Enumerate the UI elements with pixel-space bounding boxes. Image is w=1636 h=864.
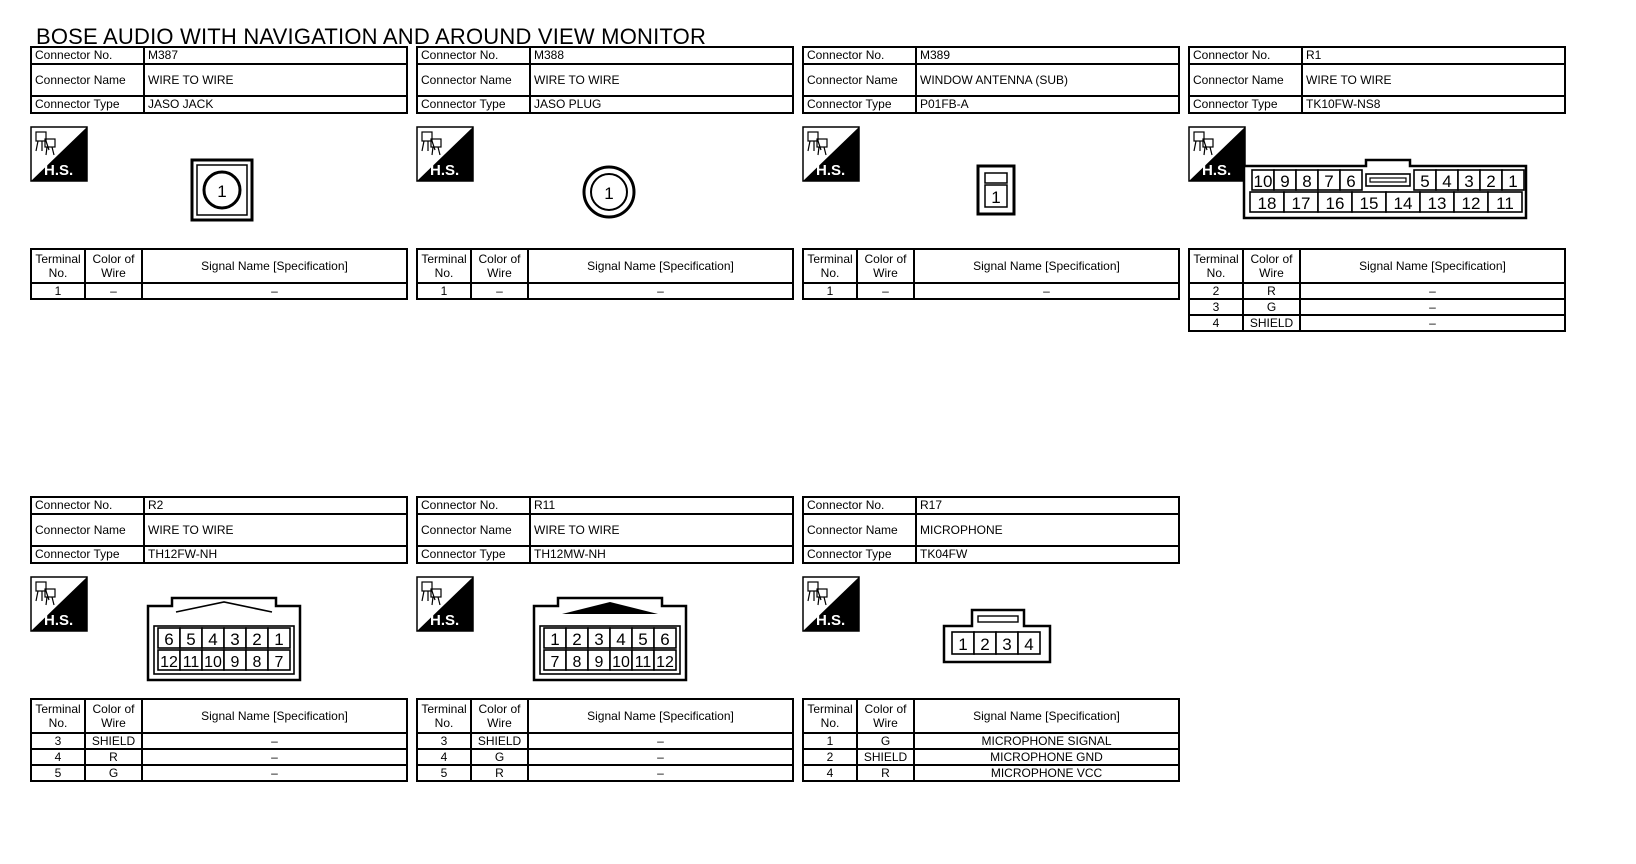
connector-name-value: WINDOW ANTENNA (SUB) xyxy=(916,64,1179,96)
connector-no-value: R1 xyxy=(1302,47,1565,64)
table-row xyxy=(1189,315,1565,331)
connector-name-label: Connector Name xyxy=(31,514,144,546)
table-row xyxy=(417,749,793,765)
connector-panel xyxy=(30,496,408,780)
terminal-table xyxy=(802,698,1180,782)
wire-color-cell: SHIELD xyxy=(857,749,914,765)
harness-side-icon xyxy=(1188,126,1246,182)
connector-panel xyxy=(802,46,1180,298)
signal-name-cell: – xyxy=(142,765,407,781)
connector-name-label: Connector Name xyxy=(417,514,530,546)
connector-panel xyxy=(30,46,408,298)
connector-type-label: Connector Type xyxy=(417,96,530,113)
connector-type-value: P01FB-A xyxy=(916,96,1179,113)
connector-type-value: TH12MW-NH xyxy=(530,546,793,563)
connector-no-label: Connector No. xyxy=(1189,47,1302,64)
pin-number: 1 xyxy=(1508,172,1518,191)
terminal-no-cell: 4 xyxy=(1189,315,1243,331)
signal-name-header: Signal Name [Specification] xyxy=(914,249,1179,283)
svg-text:H.S.: H.S. xyxy=(1202,162,1232,179)
pin-number: 6 xyxy=(660,630,670,649)
connector-face-diagram xyxy=(146,596,304,689)
connector-info-table xyxy=(416,46,794,114)
pin-number: 7 xyxy=(274,654,284,671)
signal-name-cell: – xyxy=(528,765,793,781)
pin-number: 1 xyxy=(991,188,1001,207)
table-row xyxy=(803,283,1179,299)
svg-text:H.S.: H.S. xyxy=(430,612,460,629)
pin-number: 9 xyxy=(230,654,240,671)
pin-number: 17 xyxy=(1291,194,1311,213)
pin-number: 14 xyxy=(1393,194,1413,213)
pin-number: 15 xyxy=(1359,194,1379,213)
pin-number: 3 xyxy=(1464,172,1474,191)
pin-number: 6 xyxy=(1346,172,1356,191)
wire-color-cell: R xyxy=(471,765,528,781)
connector-info-table xyxy=(802,46,1180,114)
svg-text:H.S.: H.S. xyxy=(44,612,74,629)
table-row xyxy=(417,765,793,781)
pin-number: 11 xyxy=(634,654,652,671)
table-row xyxy=(31,733,407,749)
pin-number: 3 xyxy=(594,630,604,649)
connector-panel xyxy=(802,496,1180,780)
connector-type-label: Connector Type xyxy=(31,546,144,563)
pin-number: 6 xyxy=(164,630,174,649)
pin-number: 2 xyxy=(252,630,262,649)
connector-no-value: R17 xyxy=(916,497,1179,514)
connector-no-label: Connector No. xyxy=(31,497,144,514)
terminal-no-cell: 4 xyxy=(31,749,85,765)
connector-name-value: WIRE TO WIRE xyxy=(530,514,793,546)
color-of-wire-header: Color of Wire xyxy=(1243,249,1300,283)
terminal-no-header: Terminal No. xyxy=(417,249,471,283)
color-of-wire-header: Color of Wire xyxy=(471,249,528,283)
signal-name-header: Signal Name [Specification] xyxy=(914,699,1179,733)
pin-number: 1 xyxy=(604,184,614,203)
terminal-no-header: Terminal No. xyxy=(417,699,471,733)
connector-type-value: JASO JACK xyxy=(144,96,407,113)
connector-info-table xyxy=(30,496,408,564)
terminal-table xyxy=(416,698,794,782)
pin-number: 2 xyxy=(1486,172,1496,191)
terminal-table xyxy=(1188,248,1566,332)
wire-color-cell: SHIELD xyxy=(85,733,142,749)
terminal-no-cell: 1 xyxy=(417,283,471,299)
pin-number: 1 xyxy=(274,630,284,649)
connector-type-label: Connector Type xyxy=(417,546,530,563)
pin-number: 10 xyxy=(204,654,222,671)
table-row xyxy=(803,733,1179,749)
svg-text:H.S.: H.S. xyxy=(430,162,460,179)
terminal-no-cell: 5 xyxy=(31,765,85,781)
signal-name-cell: – xyxy=(528,283,793,299)
terminal-no-cell: 3 xyxy=(417,733,471,749)
connector-no-value: M389 xyxy=(916,47,1179,64)
color-of-wire-header: Color of Wire xyxy=(857,249,914,283)
terminal-no-header: Terminal No. xyxy=(803,249,857,283)
connector-type-value: JASO PLUG xyxy=(530,96,793,113)
color-of-wire-header: Color of Wire xyxy=(857,699,914,733)
signal-name-cell: – xyxy=(1300,283,1565,299)
connector-type-label: Connector Type xyxy=(803,96,916,113)
connector-type-value: TH12FW-NH xyxy=(144,546,407,563)
pin-number: 4 xyxy=(616,630,626,649)
terminal-no-cell: 1 xyxy=(803,283,857,299)
terminal-no-cell: 4 xyxy=(803,765,857,781)
pin-number: 8 xyxy=(252,654,262,671)
connector-no-value: M387 xyxy=(144,47,407,64)
connector-info-table xyxy=(416,496,794,564)
signal-name-header: Signal Name [Specification] xyxy=(1300,249,1565,283)
pin-number: 12 xyxy=(1461,194,1481,213)
signal-name-cell: MICROPHONE VCC xyxy=(914,765,1179,781)
connector-type-label: Connector Type xyxy=(803,546,916,563)
signal-name-cell: – xyxy=(142,283,407,299)
wire-color-cell: G xyxy=(1243,299,1300,315)
terminal-no-header: Terminal No. xyxy=(1189,249,1243,283)
terminal-no-cell: 3 xyxy=(31,733,85,749)
pin-number: 5 xyxy=(1420,172,1430,191)
terminal-no-cell: 1 xyxy=(803,733,857,749)
color-of-wire-header: Color of Wire xyxy=(471,699,528,733)
connector-type-label: Connector Type xyxy=(31,96,144,113)
connector-name-label: Connector Name xyxy=(1189,64,1302,96)
signal-name-cell: – xyxy=(142,733,407,749)
terminal-no-header: Terminal No. xyxy=(31,699,85,733)
table-row xyxy=(803,765,1179,781)
connector-panel xyxy=(416,496,794,780)
pin-number: 9 xyxy=(1280,172,1290,191)
pin-number: 11 xyxy=(182,654,200,671)
signal-name-cell: – xyxy=(142,749,407,765)
table-row xyxy=(803,749,1179,765)
harness-side-icon xyxy=(30,126,88,182)
signal-name-header: Signal Name [Specification] xyxy=(528,699,793,733)
pin-number: 8 xyxy=(572,654,582,671)
connector-name-label: Connector Name xyxy=(803,64,916,96)
signal-name-cell: – xyxy=(914,283,1179,299)
color-of-wire-header: Color of Wire xyxy=(85,699,142,733)
wire-color-cell: SHIELD xyxy=(1243,315,1300,331)
pin-number: 5 xyxy=(186,630,196,649)
pin-number: 11 xyxy=(1496,194,1514,213)
pin-number: 4 xyxy=(1024,635,1034,654)
signal-name-header: Signal Name [Specification] xyxy=(142,249,407,283)
connector-panel xyxy=(416,46,794,298)
pin-number: 5 xyxy=(638,630,648,649)
pin-number: 12 xyxy=(160,654,178,671)
pin-number: 1 xyxy=(958,635,968,654)
terminal-no-cell: 3 xyxy=(1189,299,1243,315)
page-title: BOSE AUDIO WITH NAVIGATION AND AROUND VIEW MONITOR xyxy=(36,24,707,49)
terminal-no-cell: 4 xyxy=(417,749,471,765)
wire-color-cell: G xyxy=(471,749,528,765)
terminal-no-header: Terminal No. xyxy=(803,699,857,733)
connector-name-value: WIRE TO WIRE xyxy=(1302,64,1565,96)
connector-type-value: TK04FW xyxy=(916,546,1179,563)
connector-info-table xyxy=(802,496,1180,564)
harness-side-icon xyxy=(416,576,474,632)
pin-number: 10 xyxy=(612,654,630,671)
pin-number: 7 xyxy=(1324,172,1334,191)
pin-number: 3 xyxy=(1002,635,1012,654)
signal-name-cell: – xyxy=(528,733,793,749)
table-row xyxy=(31,765,407,781)
table-row xyxy=(31,283,407,299)
table-row xyxy=(1189,283,1565,299)
terminal-table xyxy=(30,248,408,300)
connector-face-diagram xyxy=(532,596,690,689)
connector-name-value: WIRE TO WIRE xyxy=(144,64,407,96)
table-row xyxy=(1189,299,1565,315)
table-row xyxy=(31,749,407,765)
signal-name-cell: MICROPHONE SIGNAL xyxy=(914,733,1179,749)
wire-color-cell: SHIELD xyxy=(471,733,528,749)
connector-no-label: Connector No. xyxy=(803,47,916,64)
pin-number: 2 xyxy=(980,635,990,654)
terminal-no-cell: 2 xyxy=(1189,283,1243,299)
wire-color-cell: – xyxy=(85,283,142,299)
signal-name-header: Signal Name [Specification] xyxy=(528,249,793,283)
table-row xyxy=(417,733,793,749)
connector-face-diagram xyxy=(1242,158,1532,227)
pin-number: 1 xyxy=(217,182,227,201)
connector-type-label: Connector Type xyxy=(1189,96,1302,113)
signal-name-header: Signal Name [Specification] xyxy=(142,699,407,733)
svg-text:H.S.: H.S. xyxy=(44,162,74,179)
connector-name-label: Connector Name xyxy=(31,64,144,96)
wire-color-cell: R xyxy=(85,749,142,765)
connector-face-diagram xyxy=(976,164,1016,221)
connector-no-value: R2 xyxy=(144,497,407,514)
wire-color-cell: R xyxy=(857,765,914,781)
signal-name-cell: MICROPHONE GND xyxy=(914,749,1179,765)
terminal-no-cell: 2 xyxy=(803,749,857,765)
pin-number: 16 xyxy=(1325,194,1345,213)
pin-number: 1 xyxy=(550,630,560,649)
harness-side-icon xyxy=(802,576,860,632)
pin-number: 3 xyxy=(230,630,240,649)
connector-face-diagram xyxy=(942,608,1054,671)
pin-number: 12 xyxy=(656,654,674,671)
pin-number: 2 xyxy=(572,630,582,649)
connector-no-label: Connector No. xyxy=(803,497,916,514)
harness-side-icon xyxy=(802,126,860,182)
connector-info-table xyxy=(30,46,408,114)
terminal-no-header: Terminal No. xyxy=(31,249,85,283)
connector-face-diagram xyxy=(581,164,637,225)
connector-no-label: Connector No. xyxy=(417,47,530,64)
connector-name-value: MICROPHONE xyxy=(916,514,1179,546)
harness-side-icon xyxy=(30,576,88,632)
wire-color-cell: R xyxy=(1243,283,1300,299)
terminal-no-cell: 5 xyxy=(417,765,471,781)
svg-text:H.S.: H.S. xyxy=(816,162,846,179)
pin-number: 9 xyxy=(594,654,604,671)
pin-number: 10 xyxy=(1253,172,1273,191)
signal-name-cell: – xyxy=(1300,315,1565,331)
terminal-table xyxy=(802,248,1180,300)
connector-no-value: M388 xyxy=(530,47,793,64)
connector-name-label: Connector Name xyxy=(803,514,916,546)
terminal-no-cell: 1 xyxy=(31,283,85,299)
terminal-table xyxy=(30,698,408,782)
connector-no-label: Connector No. xyxy=(417,497,530,514)
terminal-table xyxy=(416,248,794,300)
connector-panel xyxy=(1188,46,1566,330)
connector-type-value: TK10FW-NS8 xyxy=(1302,96,1565,113)
signal-name-cell: – xyxy=(1300,299,1565,315)
pin-number: 7 xyxy=(550,654,560,671)
signal-name-cell: – xyxy=(528,749,793,765)
wire-color-cell: – xyxy=(857,283,914,299)
color-of-wire-header: Color of Wire xyxy=(85,249,142,283)
pin-number: 8 xyxy=(1302,172,1312,191)
connector-info-table xyxy=(1188,46,1566,114)
svg-text:H.S.: H.S. xyxy=(816,612,846,629)
wire-color-cell: – xyxy=(471,283,528,299)
wire-color-cell: G xyxy=(85,765,142,781)
connector-no-value: R11 xyxy=(530,497,793,514)
table-row xyxy=(417,283,793,299)
pin-number: 13 xyxy=(1427,194,1447,213)
connector-name-label: Connector Name xyxy=(417,64,530,96)
connector-name-value: WIRE TO WIRE xyxy=(530,64,793,96)
pin-number: 4 xyxy=(1442,172,1452,191)
harness-side-icon xyxy=(416,126,474,182)
connector-face-diagram xyxy=(190,158,254,227)
connector-no-label: Connector No. xyxy=(31,47,144,64)
wire-color-cell: G xyxy=(857,733,914,749)
pin-number: 18 xyxy=(1257,194,1277,213)
connector-name-value: WIRE TO WIRE xyxy=(144,514,407,546)
pin-number: 4 xyxy=(208,630,218,649)
